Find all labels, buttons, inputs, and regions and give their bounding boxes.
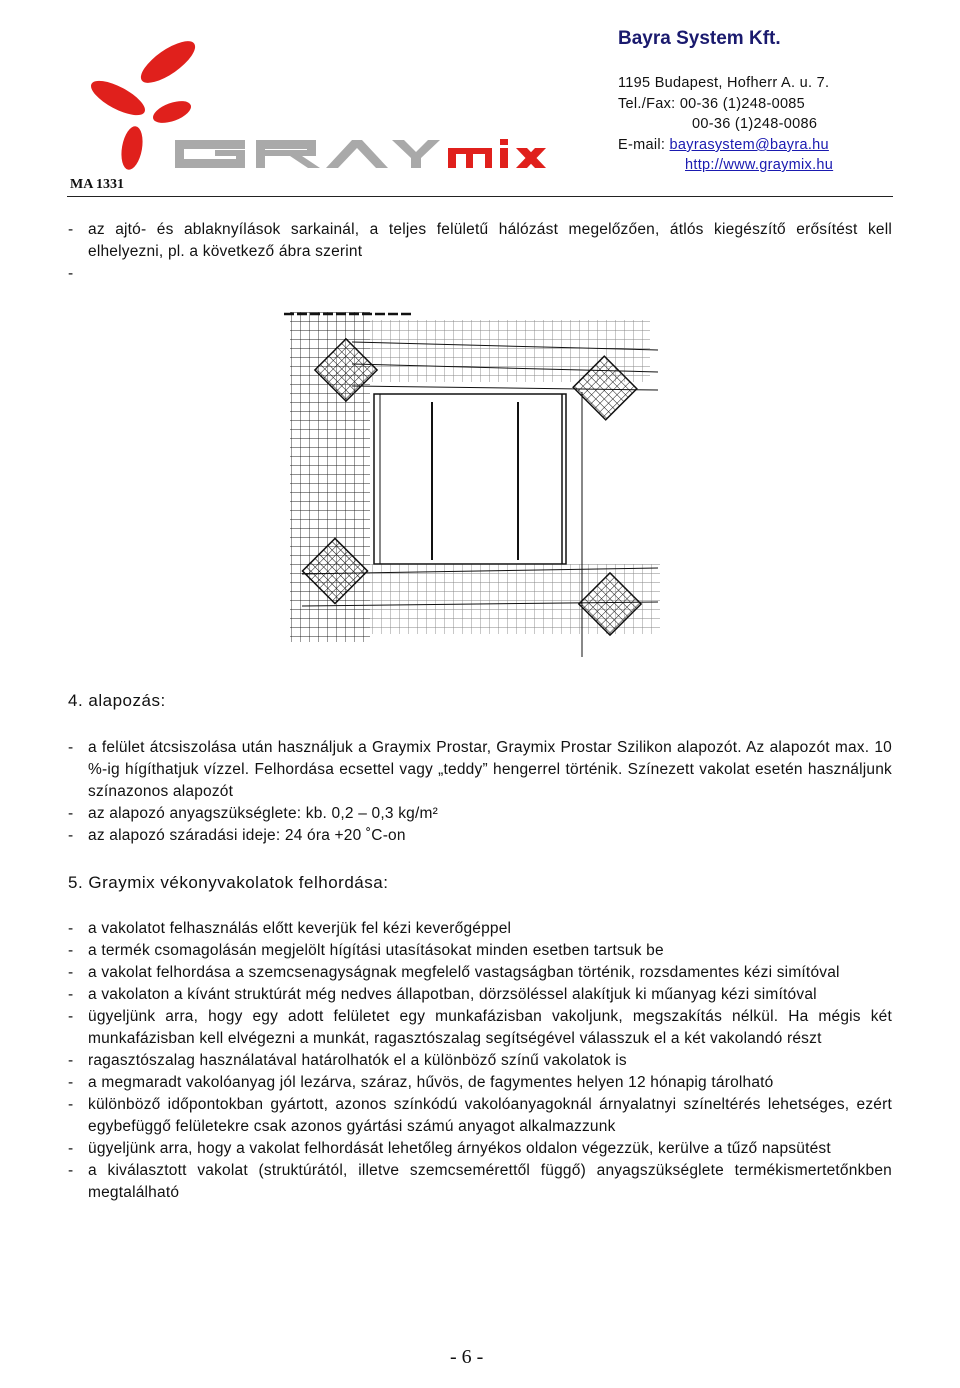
intro-list xyxy=(68,219,892,285)
list-item: - ragasztószalag használatával határolhatók el a különböző színű vakolatok is xyxy=(68,1052,627,1069)
list-item: - a kiválasztott vakolat (struktúrától, illetve szemcsemérettől függő) anyagszükséglete termékismertetőnkben megtalálható xyxy=(68,1162,892,1201)
graymix-logo xyxy=(80,40,580,180)
logo-wordmark-mix xyxy=(448,139,546,168)
mesh-reinforcement-diagram xyxy=(282,312,662,660)
list-item: - a megmaradt vakolóanyag jól lezárva, száraz, hűvös, de fagymentes helyen 12 hónapig tárolható xyxy=(68,1074,774,1091)
list-item: - a vakolat felhordása a szemcsenagyságnak megfelelő vastagságban történik, rozsdamentes kézi simítóval xyxy=(68,964,840,981)
section-5-list xyxy=(68,918,892,1204)
list-item: - a termék csomagolásán megjelölt hígítási utasításokat minden esetben tartsuk be xyxy=(68,942,664,959)
list-item: - különböző időpontokban gyártott, azonos színkódú vakolóanyagoknál árnyalatnyi színeltérés lehetséges, ezért egybefüggő felületekre csak azonos gyártási számú anyagot alkalmazzunk xyxy=(68,1096,892,1135)
list-item: - ügyeljünk arra, hogy egy adott felületet egy munkafázisban vakoljunk, megszakítás nélkül. Ha mégis két munkafázisban kell elvégezni a munkát, ragasztószalag segítségével válasszuk el a két vakolandó részt xyxy=(68,1008,892,1047)
logo-wordmark xyxy=(175,140,440,168)
page-number: - 6 - xyxy=(450,1346,484,1368)
window-opening xyxy=(374,394,566,564)
company-website-line xyxy=(685,155,833,175)
company-tel-fax: Tel./Fax: 00-36 (1)248-0085 xyxy=(618,96,806,112)
header-divider xyxy=(67,196,893,197)
list-item: - az alapozó száradási ideje: 24 óra +20 ˚C-on xyxy=(68,827,406,844)
list-item: - ügyeljünk arra, hogy a vakolat felhordását lehetőleg árnyékos oldalon végezzük, kerülve a tűző napsütést xyxy=(68,1140,831,1157)
company-tel-2: 00-36 (1)248-0086 xyxy=(692,116,818,132)
list-item: - a vakolaton a kívánt struktúrát még nedves állapotban, dörzsöléssel alakítjuk ki műanyag kézi simítóval xyxy=(68,986,817,1003)
website-link[interactable]: http://www.graymix.hu xyxy=(685,157,834,173)
section-4-list xyxy=(68,737,892,847)
list-item: - az alapozó anyagszükséglete: kb. 0,2 – 0,3 kg/m² xyxy=(68,805,438,822)
list-item: - a felület átcsiszolása után használjuk a Graymix Prostar, Graymix Prostar Szilikon alapozót. Az alapozót max. 10 %-ig hígíthatjuk vízzel. Felhordása ecsettel vagy „teddy” hengerrel történik. Színezett vakolat esetén használjunk színazonos alapozót xyxy=(68,739,892,800)
section-5-heading: 5. Graymix vékonyvakolatok felhordása: xyxy=(68,873,389,892)
company-address: 1195 Budapest, Hofherr A. u. 7. xyxy=(618,75,830,91)
company-name: Bayra System Kft. xyxy=(618,28,781,49)
company-email-line xyxy=(618,135,829,155)
section-4-heading: 4. alapozás: xyxy=(68,691,166,710)
email-label: E-mail: xyxy=(618,137,670,153)
document-code: MA 1331 xyxy=(70,177,125,192)
list-item: - az ajtó- és ablaknyílások sarkainál, a teljes felületű hálózást megelőzően, átlós kiegészítő erősítést kell elhelyezni, pl. a következő ábra szerint xyxy=(68,221,892,260)
email-link[interactable]: bayrasystem@bayra.hu xyxy=(669,137,829,153)
list-item: - xyxy=(68,265,74,282)
list-item: - a vakolatot felhasználás előtt keverjük fel kézi keverőgéppel xyxy=(68,920,512,937)
